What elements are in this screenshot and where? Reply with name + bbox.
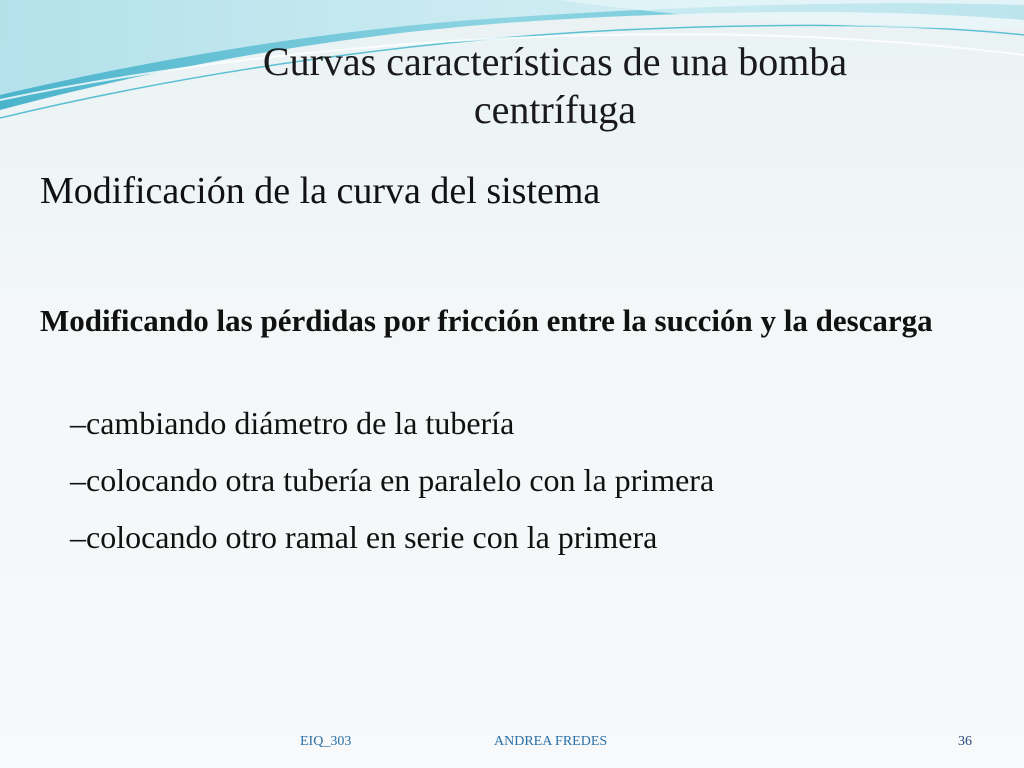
footer-page-number: 36 (958, 734, 972, 749)
bullet-item: –colocando otro ramal en serie con la primera (70, 519, 658, 555)
slide-title: Curvas características de una bomba centrífuga (262, 39, 848, 132)
slide-subtitle: Modificación de la curva del sistema (40, 170, 601, 212)
bullet-item: –colocando otra tubería en paralelo con la primera (70, 462, 715, 498)
bullet-item: –cambiando diámetro de la tubería (70, 405, 515, 441)
bold-paragraph: Modificando las pérdidas por fricción entre la succión y la descarga (40, 303, 933, 338)
footer-author: ANDREA FREDES (494, 734, 608, 749)
footer-course-code: EIQ_303 (300, 734, 352, 749)
